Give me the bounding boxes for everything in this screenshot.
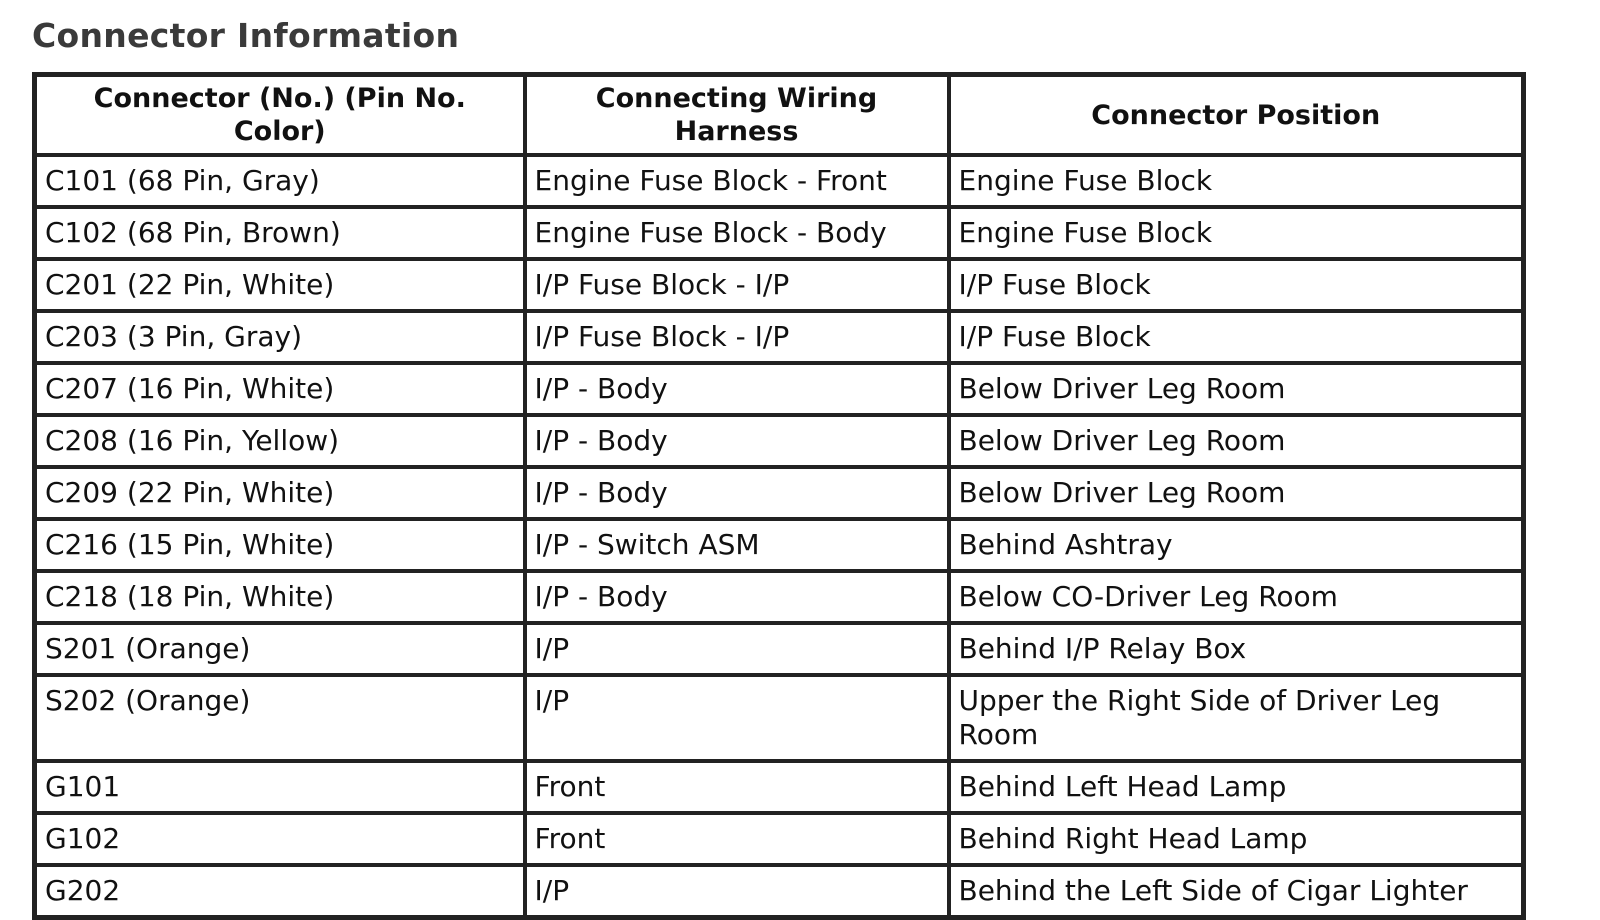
cell-position: Below Driver Leg Room xyxy=(949,467,1524,519)
table-row xyxy=(35,363,1524,415)
cell-position: Behind the Left Side of Cigar Lighter xyxy=(949,865,1524,918)
table-row xyxy=(35,571,1524,623)
table-row xyxy=(35,415,1524,467)
table-row xyxy=(35,311,1524,363)
cell-position: Below Driver Leg Room xyxy=(949,415,1524,467)
cell-position: Behind I/P Relay Box xyxy=(949,623,1524,675)
cell-harness: I/P Fuse Block - I/P xyxy=(525,311,949,363)
cell-harness: I/P - Switch ASM xyxy=(525,519,949,571)
cell-position: Upper the Right Side of Driver Leg Room xyxy=(949,675,1524,761)
table-row xyxy=(35,259,1524,311)
cell-harness: Front xyxy=(525,813,949,865)
cell-harness: Engine Fuse Block - Front xyxy=(525,155,949,207)
cell-connector: C101 (68 Pin, Gray) xyxy=(35,155,525,207)
cell-harness: I/P xyxy=(525,623,949,675)
cell-connector: G101 xyxy=(35,761,525,813)
table-row xyxy=(35,467,1524,519)
cell-connector: G102 xyxy=(35,813,525,865)
header-connector: Connector (No.) (Pin No. Color) xyxy=(35,75,525,156)
table-row xyxy=(35,813,1524,865)
cell-harness: I/P Fuse Block - I/P xyxy=(525,259,949,311)
cell-position: Engine Fuse Block xyxy=(949,155,1524,207)
table-row xyxy=(35,207,1524,259)
cell-connector: C207 (16 Pin, White) xyxy=(35,363,525,415)
header-connector-position: Connector Position xyxy=(949,75,1524,156)
cell-position: Behind Right Head Lamp xyxy=(949,813,1524,865)
table-row xyxy=(35,761,1524,813)
page-title: Connector Information xyxy=(32,16,460,55)
cell-harness: I/P - Body xyxy=(525,415,949,467)
table-row xyxy=(35,865,1524,918)
cell-connector: C203 (3 Pin, Gray) xyxy=(35,311,525,363)
connector-table-container xyxy=(32,72,1526,920)
cell-connector: C208 (16 Pin, Yellow) xyxy=(35,415,525,467)
table-row xyxy=(35,519,1524,571)
cell-harness: Engine Fuse Block - Body xyxy=(525,207,949,259)
header-wiring-harness: Connecting Wiring Harness xyxy=(525,75,949,156)
table-body xyxy=(35,155,1524,918)
cell-connector: C218 (18 Pin, White) xyxy=(35,571,525,623)
cell-harness: I/P xyxy=(525,675,949,761)
cell-harness: Front xyxy=(525,761,949,813)
header-row xyxy=(35,75,1524,156)
table-row xyxy=(35,675,1524,761)
cell-harness: I/P - Body xyxy=(525,571,949,623)
table-row xyxy=(35,623,1524,675)
cell-position: I/P Fuse Block xyxy=(949,259,1524,311)
cell-connector: C102 (68 Pin, Brown) xyxy=(35,207,525,259)
table-row xyxy=(35,155,1524,207)
cell-connector: S201 (Orange) xyxy=(35,623,525,675)
cell-harness: I/P xyxy=(525,865,949,918)
cell-position: Below Driver Leg Room xyxy=(949,363,1524,415)
cell-position: Behind Left Head Lamp xyxy=(949,761,1524,813)
cell-position: Below CO-Driver Leg Room xyxy=(949,571,1524,623)
table-header xyxy=(35,75,1524,156)
cell-harness: I/P - Body xyxy=(525,467,949,519)
cell-connector: S202 (Orange) xyxy=(35,675,525,761)
cell-connector: C201 (22 Pin, White) xyxy=(35,259,525,311)
cell-position: Behind Ashtray xyxy=(949,519,1524,571)
cell-position: I/P Fuse Block xyxy=(949,311,1524,363)
cell-connector: C216 (15 Pin, White) xyxy=(35,519,525,571)
connector-table xyxy=(32,72,1526,920)
cell-harness: I/P - Body xyxy=(525,363,949,415)
cell-connector: G202 xyxy=(35,865,525,918)
cell-connector: C209 (22 Pin, White) xyxy=(35,467,525,519)
cell-position: Engine Fuse Block xyxy=(949,207,1524,259)
